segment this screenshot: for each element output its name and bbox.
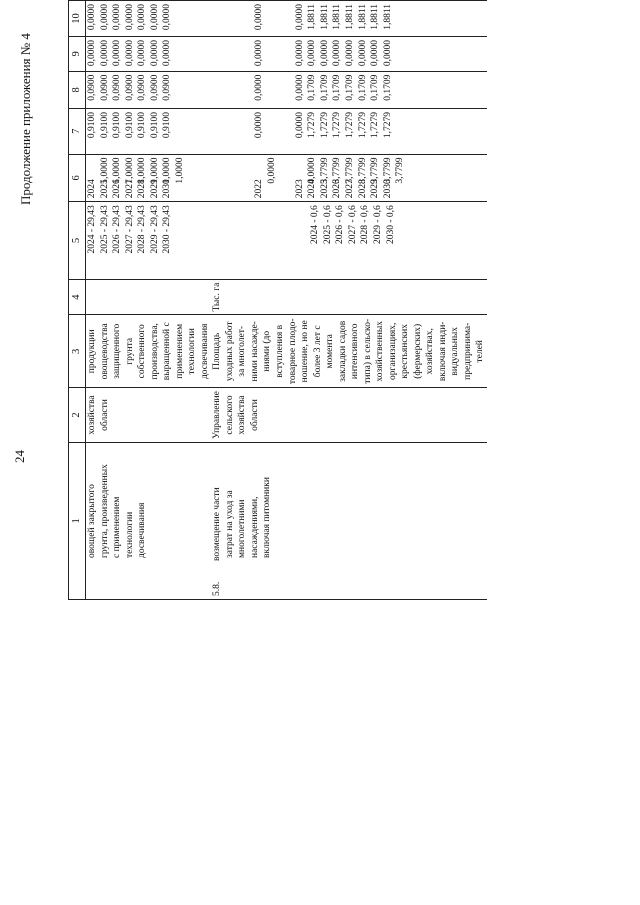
cell-unit: Тыс. га [211,279,487,315]
cell-col7: 0,9100 0,9100 0,9100 0,9100 0,9100 0,9100 0,9100 [86,109,212,154]
header-cell: 8 [69,71,86,108]
cell-indicator-name: овощей закрытого грунта, произведенных с применением технологии досвечивания [86,442,212,599]
cell-years-totals: 2024 1,0000 2025 1,0000 2026 1,0000 2027 1,0000 2028 1,0000 2029 1,0000 2030 1,0000 [86,154,212,202]
table-row [86,1,212,600]
header-cell: 10 [69,1,86,37]
page-number: 24 [12,450,27,463]
header-cell: 5 [69,202,86,279]
cell-indicator-desc: Площадь уходных работ за многолет- ними насажде- ниями (до вступления в товарное плодо- ношение, но не более 3 лет с момента закладки садов интенсивного типа) в сельско- хозяйственных организациях, крестьянских (фермерских) хозяйствах, включая инди- видуальных предпринима- телей [211,315,487,388]
cell-col9: 0,0000 0,0000 0,0000 0,0000 0,0000 0,0000 0,0000 [86,37,212,72]
cell-years-totals: 2022 0,0000 2023 0,0000 2024 3,7799 2025 3,7799 2026 3,7799 2027 3,7799 2028 3,7799 2029 3,7799 2030 3,7799 [211,154,487,202]
cell-target-values: 2024 - 0,6 2025 - 0,6 2026 - 0,6 2027 - 0,6 2028 - 0,6 2029 - 0,6 2030 - 0,6 [211,202,487,279]
header-cell: 7 [69,109,86,154]
cell-executor: Управление сельского хозяйства области [211,388,487,443]
header-cell: 1 [69,442,86,599]
header-cell: 4 [69,279,86,315]
cell-col9: 0,0000 0,0000 0,0000 0,0000 0,0000 0,0000 0,0000 0,0000 0,0000 [211,37,487,72]
cell-unit [86,279,212,315]
header-cell: 3 [69,315,86,388]
cell-col8: 0,0000 0,0000 0,1709 0,1709 0,1709 0,1709 0,1709 0,1709 0,1709 [211,71,487,108]
header-cell: 2 [69,388,86,443]
cell-indicator-desc: продукции овощеводства защищенного грунта собственного производства, выращенной с применением технологии досвечивания [86,315,212,388]
data-table [68,0,487,600]
table-header-row [69,1,86,600]
cell-col10: 0,0000 0,0000 1,8811 1,8811 1,8811 1,8811 1,8811 1,8811 1,8811 [211,1,487,37]
continuation-caption: Продолжение приложения № 4 [18,33,33,205]
header-cell: 9 [69,37,86,72]
cell-col10: 0,0000 0,0000 0,0000 0,0000 0,0000 0,0000 0,0000 [86,1,212,37]
cell-target-values: 2024 - 29,43 2025 - 29,43 2026 - 29,43 2027 - 29,43 2028 - 29,43 2029 - 29,43 2030 - 29,43 [86,202,212,279]
header-cell: 6 [69,154,86,202]
table-row [211,1,487,600]
cell-executor: хозяйства области [86,388,212,443]
cell-col8: 0,0900 0,0900 0,0900 0,0900 0,0900 0,0900 0,0900 [86,71,212,108]
cell-indicator-name: 5.8.возмещение части затрат на уход за многолетними насаждениями, включая питомники [211,442,487,599]
cell-col7: 0,0000 0,0000 1,7279 1,7279 1,7279 1,7279 1,7279 1,7279 1,7279 [211,109,487,154]
